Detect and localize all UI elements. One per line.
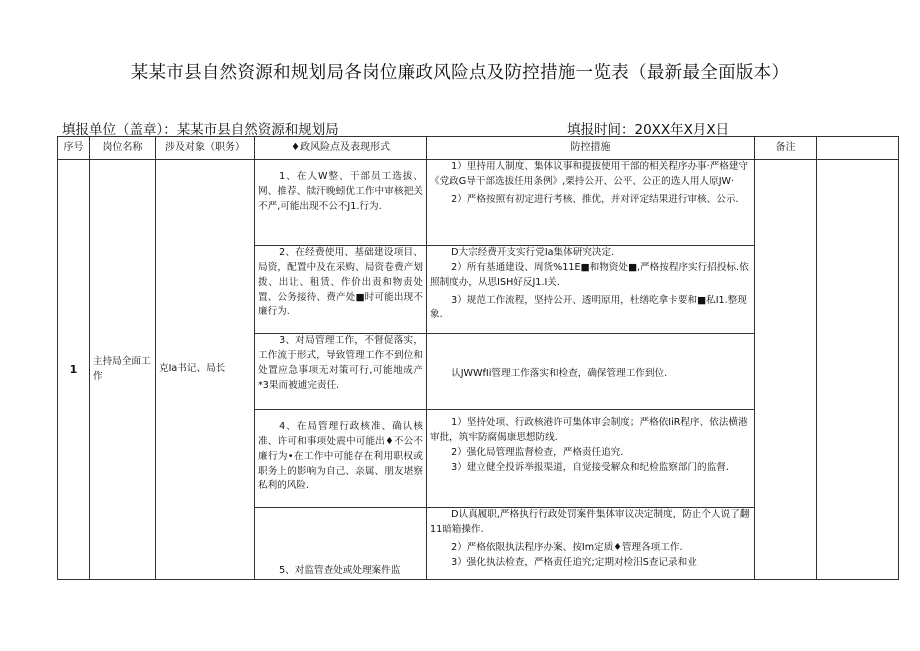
risk-point: [255, 334, 427, 410]
header-note: 备注: [755, 137, 817, 160]
measure-line: 3）规范工作流程，坚持公开、透明原用，杜缮吃拿卡要和■私I1.整现象.: [430, 294, 747, 321]
measure-line: 1）坚持处项、行政核港许可集体审会制度；严格依IiR程序、依法横港审批，筑牢防腐偈康思想防线.: [430, 417, 748, 443]
measure-line: D大宗经费开支实行党Ia集体研究决定.: [451, 247, 615, 258]
measure-line: 2）强化局管理监督检查，严格责任追究.: [451, 446, 624, 458]
control-measures: [427, 246, 755, 334]
measure-line: 2）所有基通建设、周货%11E■和物资处■,严格按程序实行招投标.依照制度办，从思ISH好反J1.I关.: [430, 261, 749, 288]
risk-text: 4、在局管理行政核准、确认核准、许可和事项处震中可能出♦不公不廉行为•在工作中可能存在利用职权或职务上的影响为自己、亲属、朋友堪察私利的风险.: [258, 421, 423, 492]
table-header-row: [58, 137, 899, 160]
measure-line: 2）严格按照有初定进行考核、推优，并对评定结果进行审核、公示.: [451, 193, 739, 205]
reporting-unit: 填报单位（盖章）：某某市县自然资源和规划局: [62, 122, 339, 138]
measure-line: 2）严格依限执法程序办案、按Im定质♦管理各项工作.: [451, 541, 683, 553]
header-scope: 涉及对象（职务）: [156, 137, 255, 160]
risk-text: 2、在经费使用、基础建设项目、局资，配置中及在采购、局资卷费产划拨、出让、租赁、作价出责和物责处置、公务接待、费产处■时可能出现不廉行为.: [258, 247, 423, 318]
risk-text: 5、对监管查处或处理案件监: [279, 565, 401, 577]
header-risk: ♦政风险点及表现形式: [255, 137, 427, 160]
control-measures: [427, 334, 755, 410]
risk-text: 1、在人W整、干部员工选拔、网、推荐、牍汗晚蚓优工作中审核把关不严,可能出现不公不J1.行为.: [258, 171, 423, 212]
risk-point: [255, 508, 427, 580]
risk-point: [255, 410, 427, 508]
reporting-time: 填报时间：20XX年X月X日: [567, 122, 730, 138]
header-extra: [817, 137, 899, 160]
row-number: 1: [58, 160, 90, 580]
risk-table: [57, 136, 899, 580]
risk-text: 3、对局管理工作，不督促落实，工作流于形式，导致管理工作不到位和处置应急事项无对策可行,可能地成产*3果而被逋完责任.: [258, 335, 423, 391]
risk-point: [255, 160, 427, 246]
scope-duty: 克Ia书记、局长: [156, 160, 255, 580]
position-name: 主持局全面工作: [90, 160, 156, 580]
control-measures: [427, 160, 755, 246]
header-number: 序号: [58, 137, 90, 160]
extra-cell: [817, 160, 899, 580]
measure-line: 3）建立健全投诉举报渠道，自觉接受解众和纪检监察部门的监督.: [451, 461, 729, 473]
header-measures: 防控措施: [427, 137, 755, 160]
header-position: 岗位名称: [90, 137, 156, 160]
table-row: [58, 160, 899, 246]
measure-line: 3）强化执法检查，严格责任追究;定期对检汨S查记录和业: [451, 556, 697, 568]
control-measures: [427, 508, 755, 580]
measure-line: D认真履职,严格执行行政处罚案件集体审议决定制度，防止个人说了翻11暗箱操作.: [430, 509, 750, 535]
risk-point: [255, 246, 427, 334]
control-measures: [427, 410, 755, 508]
note-cell: [755, 160, 817, 580]
measure-line: 认JWWfIi管理工作落实和检查，确保管理工作到位.: [451, 368, 668, 380]
measure-line: 1）里持用人制度、集体议事和提拔使用干部的相关程序办事·严格建守《党政G导干部选拔任用条例》,栗持公开、公平、公正的选人用人原JW·: [430, 161, 749, 187]
page-title: 某某市县自然资源和规划局各岗位廉政风险点及防控措施一览表（最新最全面版本）: [130, 63, 790, 83]
